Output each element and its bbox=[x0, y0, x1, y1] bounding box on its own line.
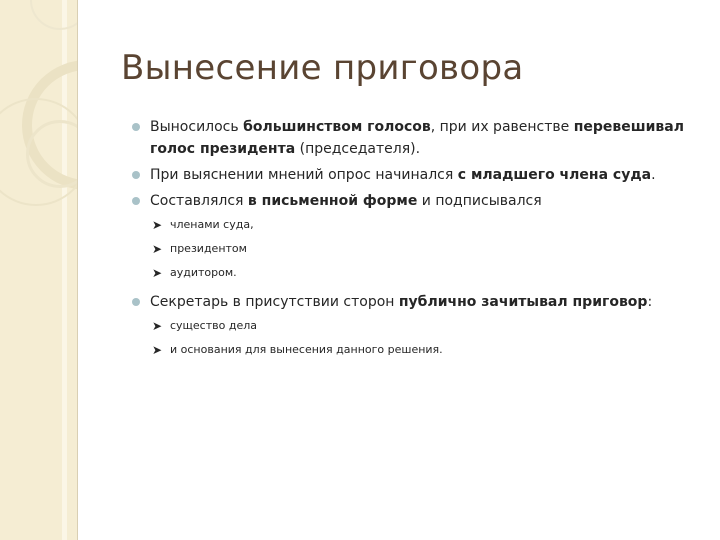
sub-bullet-text: существо дела bbox=[170, 319, 257, 332]
sub-bullet-item bbox=[132, 217, 702, 233]
bullet-text-bold: большинством голосов bbox=[243, 119, 431, 135]
sub-bullet-item bbox=[132, 265, 702, 281]
bullet-text-bold: публично зачитывал приговор bbox=[398, 294, 648, 310]
circle-bullet-icon bbox=[132, 197, 140, 205]
bullet-text: (председателя). bbox=[295, 141, 421, 157]
bullet-text-bold: перевешивал bbox=[573, 119, 684, 135]
sub-bullet-item bbox=[132, 241, 702, 257]
bullet-text: При выяснении мнений опрос начинался bbox=[150, 167, 458, 183]
decorative-ring bbox=[30, 0, 77, 30]
arrow-bullet-icon: ➤ bbox=[152, 242, 163, 256]
bullet-text: и подписывался bbox=[417, 193, 542, 209]
sub-bullet-text: членами суда, bbox=[170, 218, 254, 231]
bullet-item bbox=[132, 164, 702, 186]
sub-bullet-text: президентом bbox=[170, 242, 247, 255]
bullet-text: , при их равенстве bbox=[430, 119, 574, 135]
bullet-text: . bbox=[651, 167, 656, 183]
bullet-text: Выносилось bbox=[150, 119, 244, 135]
slide-title: Вынесение приговора bbox=[121, 48, 524, 88]
sub-bullet-item bbox=[132, 342, 702, 358]
bullet-text: Составлялся bbox=[150, 193, 248, 209]
sub-bullet-text: аудитором. bbox=[170, 266, 237, 279]
bullet-item bbox=[132, 291, 702, 313]
sub-bullet-item bbox=[132, 318, 702, 334]
bullet-item bbox=[132, 190, 702, 212]
circle-bullet-icon bbox=[132, 123, 140, 131]
arrow-bullet-icon: ➤ bbox=[152, 218, 163, 232]
decorative-sidebar bbox=[0, 0, 77, 540]
arrow-bullet-icon: ➤ bbox=[152, 343, 163, 357]
circle-bullet-icon bbox=[132, 171, 140, 179]
bullet-text-bold: в письменной форме bbox=[247, 193, 418, 209]
bullet-text: Секретарь в присутствии сторон bbox=[150, 294, 399, 310]
bullet-item bbox=[132, 116, 702, 160]
arrow-bullet-icon: ➤ bbox=[152, 319, 163, 333]
bullet-text-bold: с младшего члена суда bbox=[457, 167, 652, 183]
circle-bullet-icon bbox=[132, 298, 140, 306]
arrow-bullet-icon: ➤ bbox=[152, 266, 163, 280]
sidebar-edge bbox=[77, 0, 78, 540]
bullet-text-bold: голос президента bbox=[150, 141, 296, 157]
bullet-text: : bbox=[647, 294, 653, 310]
sub-bullet-text: и основания для вынесения данного решения. bbox=[170, 343, 443, 356]
bullet-list bbox=[132, 116, 702, 358]
